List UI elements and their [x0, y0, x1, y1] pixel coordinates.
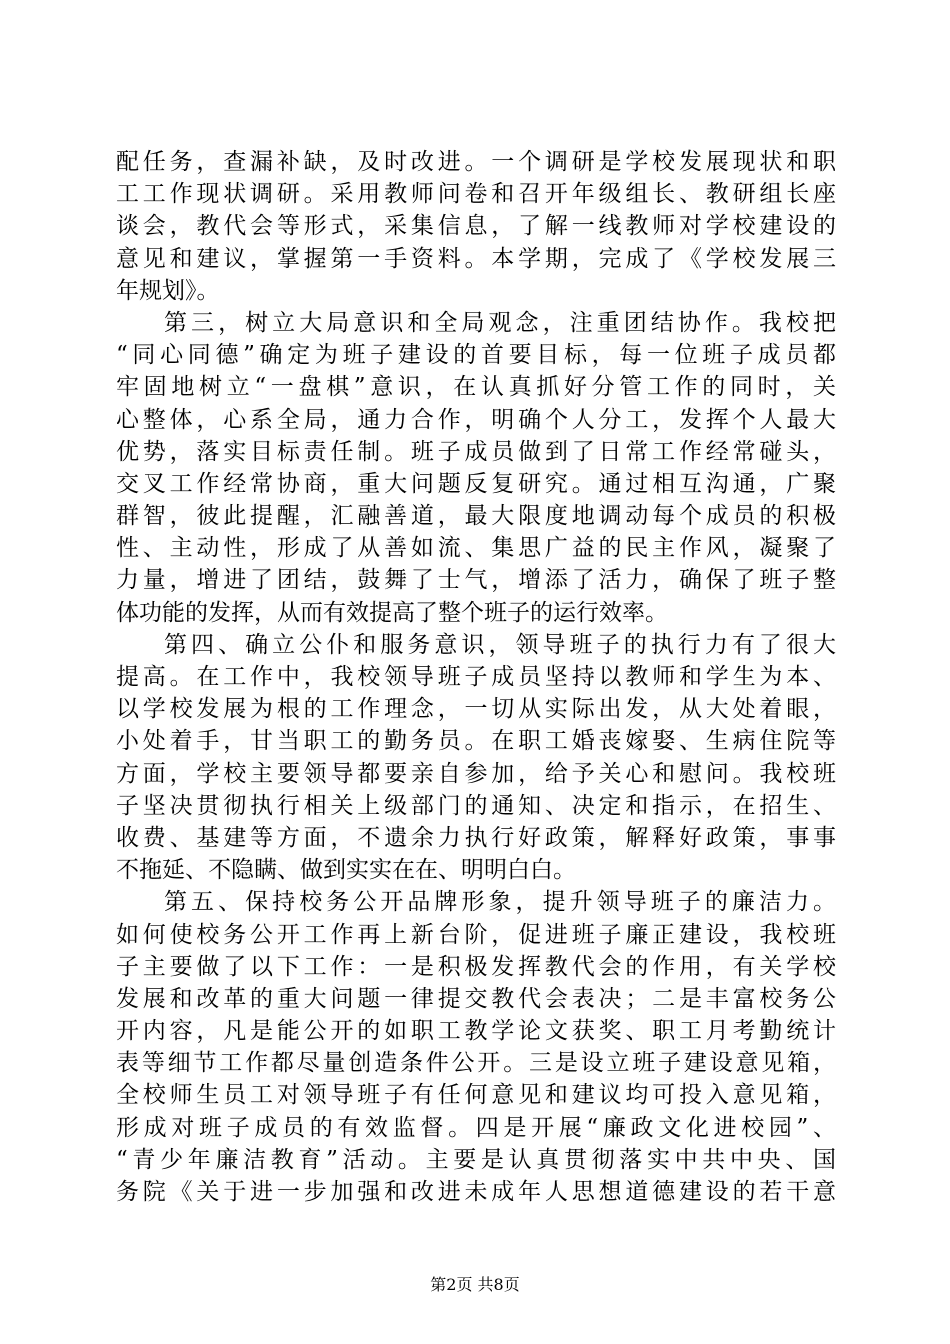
text-line: 不拖延、不隐瞒、做到实实在在、明明白白。: [116, 857, 576, 884]
text-line: 子主要做了以下工作：一是积极发挥教代会的作用，有关学校: [116, 953, 836, 980]
text-line: 谈会，教代会等形式，采集信息，了解一线教师对学校建设的: [116, 213, 836, 240]
page-footer: 第2页 共8页: [430, 1275, 520, 1294]
text-line: 子坚决贯彻执行相关上级部门的通知、决定和指示，在招生、: [116, 792, 836, 819]
text-line: 提高。在工作中，我校领导班子成员坚持以教师和学生为本、: [116, 664, 836, 690]
text-line: 群智，彼此提醒，汇融善道，最大限度地调动每个成员的积极: [116, 503, 836, 530]
text-line: “青少年廉洁教育”活动。主要是认真贯彻落实中共中央、国: [116, 1146, 836, 1173]
text-line: 务院《关于进一步加强和改进未成年人思想道德建设的若干意: [116, 1179, 836, 1205]
text-line: 力量，增进了团结，鼓舞了士气，增添了活力，确保了班子整: [116, 567, 836, 594]
text-line: 收费、基建等方面，不遗余力执行好政策，解释好政策，事事: [116, 824, 836, 851]
text-line: 性、主动性，形成了从善如流、集思广益的民主作风，凝聚了: [116, 535, 836, 562]
text-line: 以学校发展为根的工作理念，一切从实际出发，从大处着眼，: [116, 696, 836, 723]
text-line: 心整体，心系全局，通力合作，明确个人分工，发挥个人最大: [116, 406, 836, 433]
text-line: 交叉工作经常协商，重大问题反复研究。通过相互沟通，广聚: [116, 470, 836, 497]
text-line: 工工作现状调研。采用教师问卷和召开年级组长、教研组长座: [116, 181, 836, 208]
text-line: 小处着手，甘当职工的勤务员。在职工婚丧嫁娶、生病住院等: [116, 728, 836, 755]
text-line: 第三，树立大局意识和全局观念，注重团结协作。我校把: [164, 309, 836, 336]
text-line: 第四、确立公仆和服务意识，领导班子的执行力有了很大: [164, 631, 836, 658]
text-line: 发展和改革的重大问题一律提交教代会表决；二是丰富校务公: [116, 985, 836, 1012]
text-line: 开内容，凡是能公开的如职工教学论文获奖、职工月考勤统计: [116, 1018, 836, 1045]
document-body: [116, 146, 836, 1208]
text-line: 配任务，查漏补缺，及时改进。一个调研是学校发展现状和职: [116, 149, 836, 175]
text-line: 第五、保持校务公开品牌形象，提升领导班子的廉洁力。: [164, 889, 836, 916]
text-line: 如何使校务公开工作再上新台阶，促进班子廉正建设，我校班: [116, 921, 836, 948]
text-line: 优势，落实目标责任制。班子成员做到了日常工作经常碰头，: [116, 438, 836, 465]
text-line: “同心同德”确定为班子建设的首要目标，每一位班子成员都: [116, 342, 836, 369]
text-line: 表等细节工作都尽量创造条件公开。三是设立班子建设意见箱，: [116, 1050, 836, 1077]
text-line: 方面，学校主要领导都要亲自参加，给予关心和慰问。我校班: [116, 760, 836, 787]
text-line: 意见和建议，掌握第一手资料。本学期，完成了《学校发展三: [116, 245, 836, 272]
text-line: 体功能的发挥，从而有效提高了整个班子的运行效率。: [116, 599, 668, 626]
text-line: 牢固地树立“一盘棋”意识，在认真抓好分管工作的同时，关: [116, 374, 836, 401]
text-line: 形成对班子成员的有效监督。四是开展“廉政文化进校园”、: [116, 1114, 836, 1141]
text-line: 全校师生员工对领导班子有任何意见和建议均可投入意见箱，: [116, 1082, 836, 1109]
text-line: 年规划》。: [116, 277, 220, 304]
